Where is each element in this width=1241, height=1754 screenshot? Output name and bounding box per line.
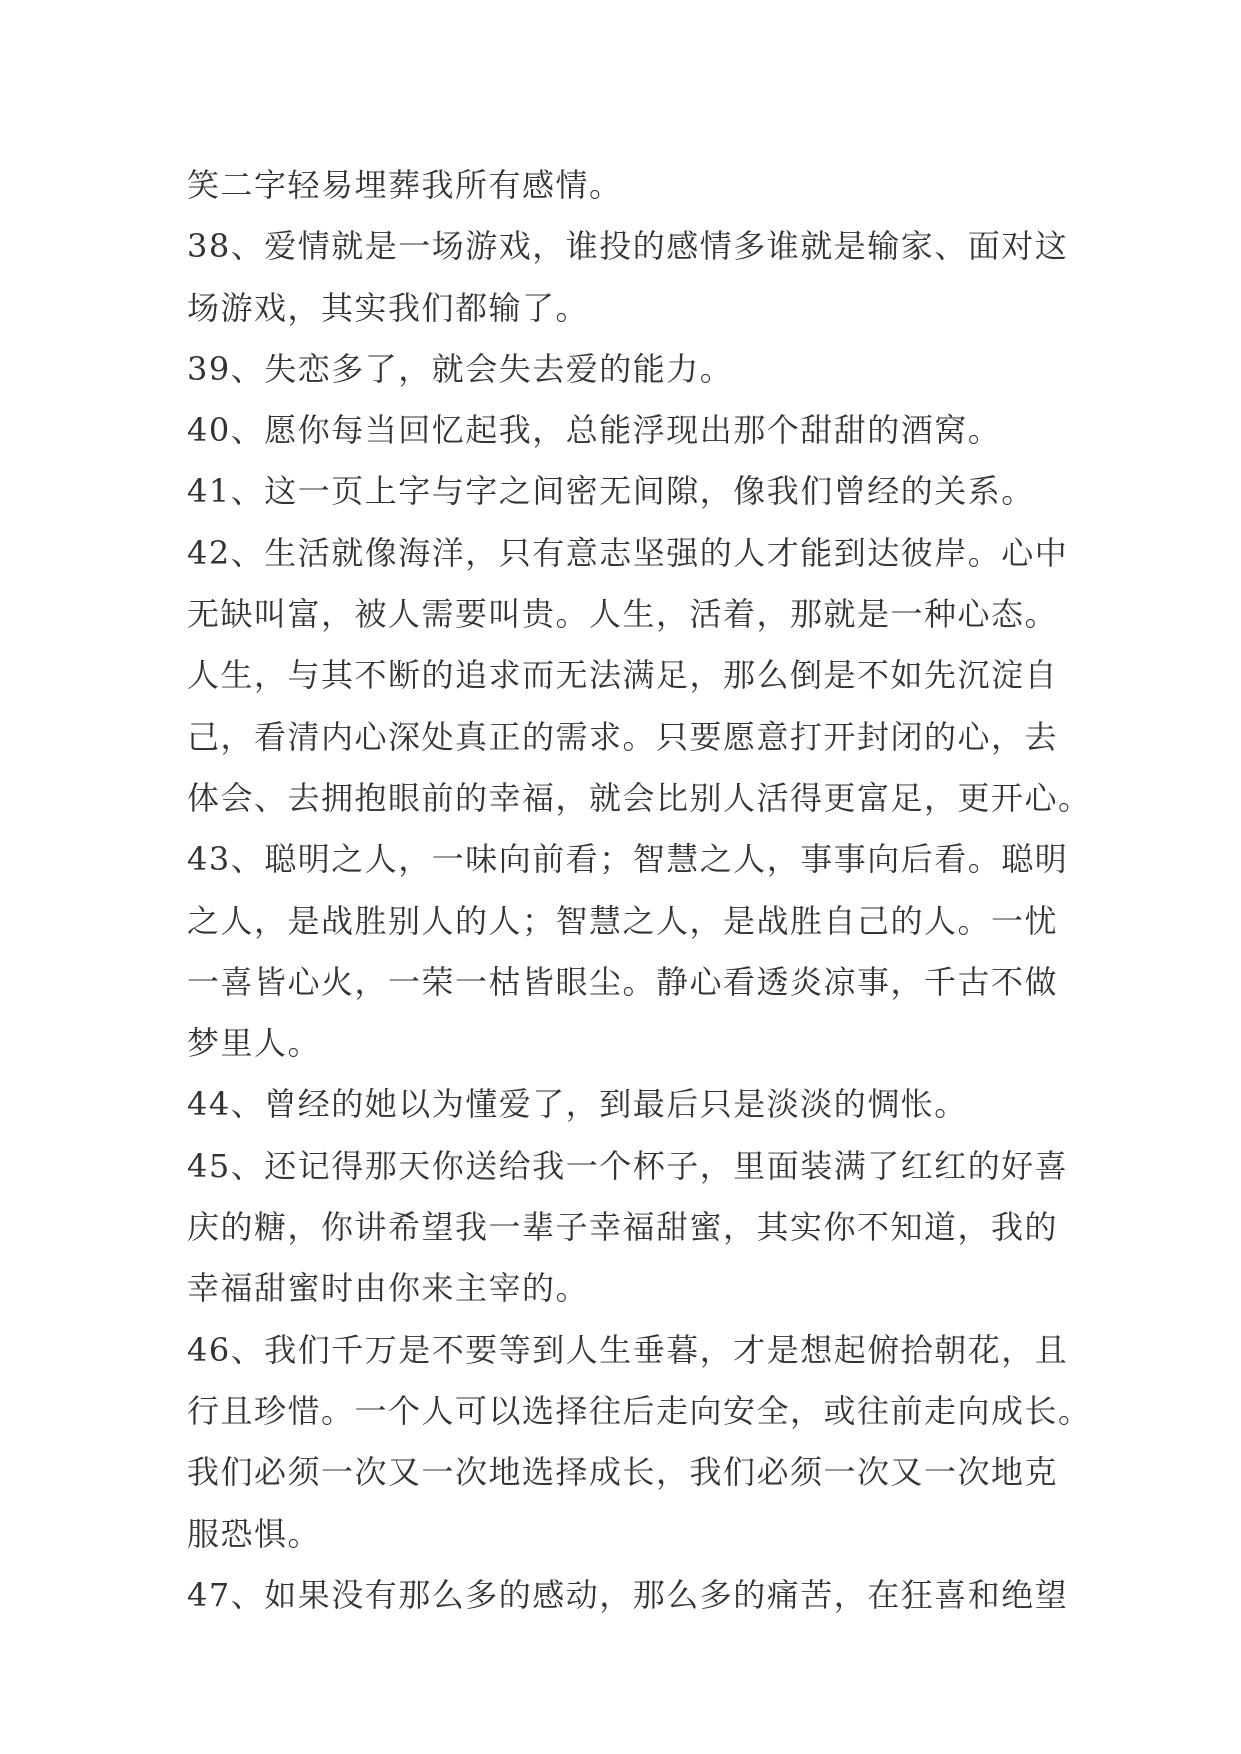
text-line: 43、聪明之人，一味向前看；智慧之人，事事向后看。聪明: [187, 840, 1069, 879]
text-line: 46、我们千万是不要等到人生垂暮，才是想起俯拾朝花，且: [187, 1330, 1069, 1369]
text-line: 我们必须一次又一次地选择成长，我们必须一次又一次地克: [187, 1453, 1059, 1492]
text-line: 一喜皆心火，一荣一枯皆眼尘。静心看透炎凉事，千古不做: [187, 962, 1059, 1001]
text-line: 39、失恋多了，就会失去爱的能力。: [187, 349, 734, 388]
text-line: 45、还记得那天你送给我一个杯子，里面装满了红红的好喜: [187, 1146, 1069, 1185]
text-line: 幸福甜蜜时由你来主宰的。: [187, 1269, 590, 1308]
text-line: 41、这一页上字与字之间密无间隙，像我们曾经的关系。: [187, 472, 1035, 511]
text-line: 38、爱情就是一场游戏，谁投的感情多谁就是输家、面对这: [187, 227, 1069, 266]
text-line: 44、曾经的她以为懂爱了，到最后只是淡淡的惆怅。: [187, 1085, 968, 1124]
text-line: 己，看清内心深处真正的需求。只要愿意打开封闭的心，去: [187, 717, 1059, 756]
text-line: 40、愿你每当回忆起我，总能浮现出那个甜甜的酒窝。: [187, 411, 1002, 450]
text-line: 场游戏，其实我们都输了。: [187, 288, 590, 327]
text-line: 42、生活就像海洋，只有意志坚强的人才能到达彼岸。心中: [187, 533, 1069, 572]
text-line: 体会、去拥抱眼前的幸福，就会比别人活得更富足，更开心。: [187, 778, 1092, 817]
text-line: 无缺叫富，被人需要叫贵。人生，活着，那就是一种心态。: [187, 595, 1059, 634]
text-line: 庆的糖，你讲希望我一辈子幸福甜蜜，其实你不知道，我的: [187, 1208, 1059, 1247]
text-line: 47、如果没有那么多的感动，那么多的痛苦，在狂喜和绝望: [187, 1575, 1069, 1614]
text-line: 行且珍惜。一个人可以选择往后走向安全，或往前走向成长。: [187, 1391, 1092, 1430]
text-line: 之人，是战胜别人的人；智慧之人，是战胜自己的人。一忧: [187, 901, 1059, 940]
body-text: [187, 155, 1092, 1626]
text-line: 服恐惧。: [187, 1514, 322, 1553]
text-line: 人生，与其不断的追求而无法满足，那么倒是不如先沉淀自: [187, 656, 1059, 695]
text-line: 梦里人。: [187, 1024, 322, 1063]
text-line: 笑二字轻易埋葬我所有感情。: [187, 166, 623, 204]
